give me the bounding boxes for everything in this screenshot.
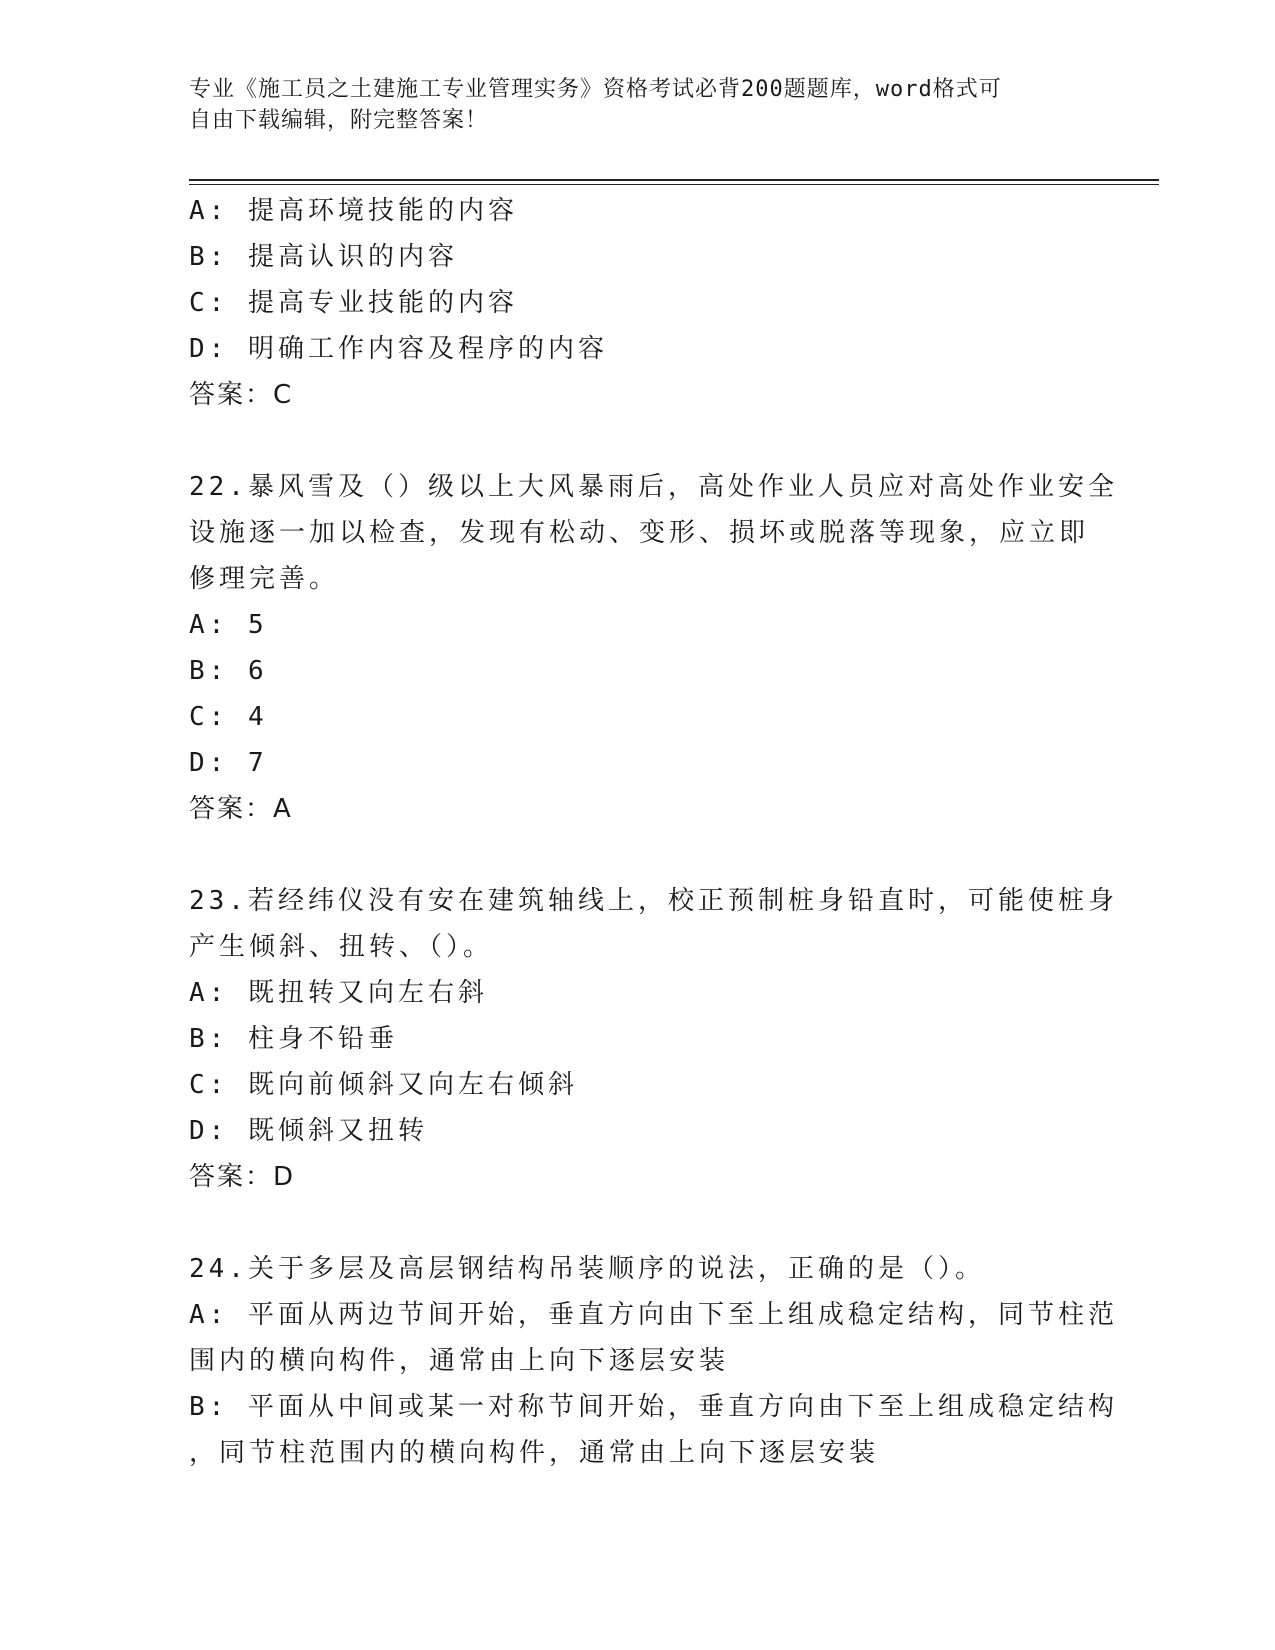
- option-a: A: 提高环境技能的内容: [189, 196, 518, 226]
- question-stem-line: 23.若经纬仪没有安在建筑轴线上，校正预制桩身铅直时，可能使桩身: [189, 886, 1118, 916]
- option-d: D: 7: [189, 748, 268, 778]
- option-a: A: 5: [189, 610, 268, 640]
- question-stem-line: 产生倾斜、扭转、（）。: [189, 932, 494, 962]
- spacer: [189, 418, 1089, 464]
- question-content: [189, 188, 1118, 1476]
- spacer: [189, 1200, 1089, 1246]
- answer: 答案：D: [189, 1162, 296, 1192]
- option-c: C: 提高专业技能的内容: [189, 288, 518, 318]
- question-22: [189, 464, 1118, 832]
- header-line-1: 专业《施工员之土建施工专业管理实务》资格考试必背200题题库，word格式可: [189, 77, 1002, 102]
- option-a: A: 既扭转又向左右斜: [189, 978, 488, 1008]
- option-b: B: 提高认识的内容: [189, 242, 458, 272]
- option-d: D: 明确工作内容及程序的内容: [189, 334, 608, 364]
- header-line-2: 自由下载编辑，附完整答案！: [189, 108, 489, 133]
- question-stem-line: 修理完善。: [189, 564, 340, 594]
- option-b: B: 6: [189, 656, 268, 686]
- answer: 答案：A: [189, 794, 293, 824]
- question-stem-line: 24.关于多层及高层钢结构吊装顺序的说法，正确的是（）。: [189, 1254, 985, 1284]
- option-a: A: 平面从两边节间开始，垂直方向由下至上组成稳定结构，同节柱范: [189, 1300, 1118, 1330]
- question-stem-line: 22.暴风雪及（）级以上大风暴雨后，高处作业人员应对高处作业安全: [189, 472, 1118, 502]
- option-a-continued: 围内的横向构件，通常由上向下逐层安装: [189, 1346, 730, 1376]
- option-b-continued: ，同节柱范围内的横向构件，通常由上向下逐层安装: [189, 1438, 880, 1468]
- header-divider-thin: [189, 184, 1159, 185]
- option-b: B: 平面从中间或某一对称节间开始，垂直方向由下至上组成稳定结构: [189, 1392, 1118, 1422]
- spacer: [189, 832, 1089, 878]
- answer: 答案：C: [189, 380, 294, 410]
- question-24: [189, 1246, 1118, 1476]
- question-23: [189, 878, 1118, 1200]
- option-b: B: 柱身不铅垂: [189, 1024, 398, 1054]
- option-c: C: 既向前倾斜又向左右倾斜: [189, 1070, 578, 1100]
- document-header: [189, 74, 1069, 136]
- header-divider-thick: [189, 179, 1159, 181]
- option-d: D: 既倾斜又扭转: [189, 1116, 428, 1146]
- question-21: [189, 188, 1089, 418]
- option-c: C: 4: [189, 702, 268, 732]
- question-stem-line: 设施逐一加以检查，发现有松动、变形、损坏或脱落等现象，应立即: [189, 518, 1090, 548]
